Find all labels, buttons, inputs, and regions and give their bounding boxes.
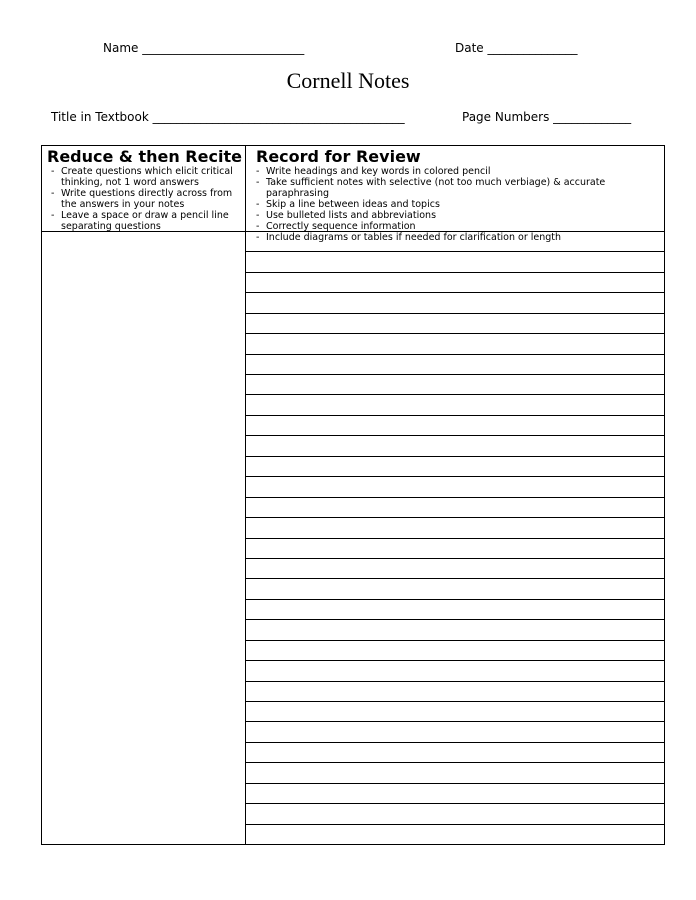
list-item	[252, 221, 664, 232]
left-instructions-list	[47, 166, 241, 232]
column-divider	[245, 145, 246, 845]
list-item	[252, 166, 664, 177]
note-line	[246, 721, 665, 722]
note-line	[246, 762, 665, 763]
note-line	[246, 251, 665, 252]
note-line	[246, 394, 665, 395]
note-line	[246, 538, 665, 539]
list-item	[252, 199, 664, 210]
note-line	[246, 599, 665, 600]
bullet-text: - Leave a space or draw a pencil line separating questions	[61, 210, 229, 232]
bullet-text: - Skip a line between ideas and topics	[266, 199, 440, 210]
note-line	[246, 497, 665, 498]
note-line	[246, 783, 665, 784]
note-line	[246, 476, 665, 477]
bullet-text: - Use bulleted lists and abbreviations	[266, 210, 437, 221]
note-line	[246, 354, 665, 355]
list-item	[252, 232, 664, 243]
note-line	[246, 701, 665, 702]
note-line	[246, 333, 665, 334]
textbook-title-field[interactable]: Title in Textbook __________________________________________	[51, 110, 405, 124]
right-instructions-list	[252, 166, 664, 243]
bullet-text: - Write questions directly across from the answers in your notes	[61, 188, 233, 210]
list-item	[47, 210, 241, 232]
note-line	[246, 292, 665, 293]
note-line	[246, 435, 665, 436]
page-numbers-field[interactable]: Page Numbers _____________	[462, 110, 632, 124]
note-line	[246, 415, 665, 416]
notes-table	[41, 145, 665, 845]
note-line	[246, 803, 665, 804]
note-line	[246, 660, 665, 661]
note-line	[246, 742, 665, 743]
bullet-text: - Correctly sequence information	[266, 221, 416, 232]
note-line	[246, 374, 665, 375]
list-item	[252, 210, 664, 221]
note-line	[246, 313, 665, 314]
note-line	[246, 824, 665, 825]
note-line	[246, 619, 665, 620]
note-line	[246, 517, 665, 518]
list-item	[252, 177, 664, 199]
list-item	[47, 166, 241, 188]
date-field[interactable]: Date _______________	[455, 41, 578, 55]
note-line	[246, 558, 665, 559]
note-line	[246, 272, 665, 273]
page-title: Cornell Notes	[286, 68, 410, 93]
note-line	[246, 456, 665, 457]
right-column-heading: Record for Review	[256, 147, 421, 166]
note-line	[246, 640, 665, 641]
note-line	[246, 578, 665, 579]
name-field[interactable]: Name ___________________________	[103, 41, 305, 55]
list-item	[47, 188, 241, 210]
bullet-text: - Write headings and key words in colored pencil	[266, 166, 491, 177]
bullet-text: - Take sufficient notes with selective (not too much verbiage) & accurate paraphrasing	[266, 177, 606, 199]
bullet-text: - Include diagrams or tables if needed for clarification or length	[266, 232, 562, 243]
left-column-heading: Reduce & then Recite	[47, 147, 242, 166]
bullet-text: - Create questions which elicit critical thinking, not 1 word answers	[61, 166, 233, 188]
note-line	[246, 681, 665, 682]
